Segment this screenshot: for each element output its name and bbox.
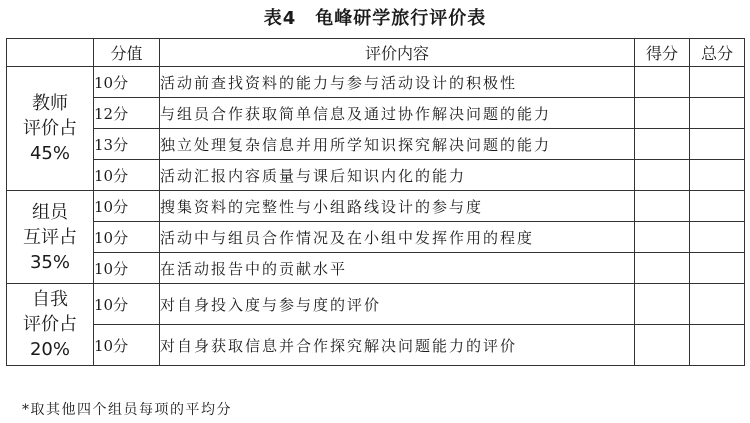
group-line: 组员 <box>32 201 68 223</box>
points-cell[interactable] <box>635 67 690 98</box>
group-line: 互评占 <box>23 226 77 248</box>
total-cell[interactable] <box>690 67 745 98</box>
total-cell[interactable] <box>690 191 745 222</box>
group-label-self <box>7 284 94 366</box>
content-cell: 对自身投入度与参与度的评价 <box>160 284 635 325</box>
content-cell: 活动前查找资料的能力与参与活动设计的积极性 <box>160 67 635 98</box>
points-cell[interactable] <box>635 325 690 366</box>
table-title: 表4 龟峰研学旅行评价表 <box>263 8 487 29</box>
group-line: 20% <box>29 339 70 360</box>
score-cell: 10分 <box>94 191 160 222</box>
score-cell: 10分 <box>94 222 160 253</box>
points-cell[interactable] <box>635 222 690 253</box>
footnote: *取其他四个组员每项的平均分 <box>22 402 232 418</box>
total-cell[interactable] <box>690 284 745 325</box>
header-group <box>7 39 94 67</box>
score-cell: 10分 <box>94 325 160 366</box>
content-cell: 活动汇报内容质量与课后知识内化的能力 <box>160 160 635 191</box>
points-cell[interactable] <box>635 160 690 191</box>
total-cell[interactable] <box>690 325 745 366</box>
total-cell[interactable] <box>690 222 745 253</box>
points-cell[interactable] <box>635 98 690 129</box>
score-cell: 13分 <box>94 129 160 160</box>
content-cell: 在活动报告中的贡献水平 <box>160 253 635 284</box>
header-row <box>7 39 745 67</box>
score-cell: 10分 <box>94 67 160 98</box>
score-cell: 10分 <box>94 284 160 325</box>
total-cell[interactable] <box>690 160 745 191</box>
content-cell: 对自身获取信息并合作探究解决问题能力的评价 <box>160 325 635 366</box>
group-line: 评价占 <box>23 314 77 335</box>
points-cell[interactable] <box>635 253 690 284</box>
total-cell[interactable] <box>690 253 745 284</box>
table-row <box>7 325 745 366</box>
table-row <box>7 98 745 129</box>
group-line: 35% <box>29 251 70 273</box>
group-line: 评价占 <box>23 118 77 139</box>
group-label-peer <box>7 191 94 284</box>
group-line: 自我 <box>32 289 68 310</box>
points-cell[interactable] <box>635 284 690 325</box>
points-cell[interactable] <box>635 129 690 160</box>
content-cell: 搜集资料的完整性与小组路线设计的参与度 <box>160 191 635 222</box>
table-row <box>7 253 745 284</box>
table-row <box>7 222 745 253</box>
score-cell: 12分 <box>94 98 160 129</box>
table-row <box>7 191 745 222</box>
group-label-teacher <box>7 67 94 191</box>
header-total: 总分 <box>690 39 745 67</box>
table-row <box>7 67 745 98</box>
points-cell[interactable] <box>635 191 690 222</box>
table-row <box>7 284 745 325</box>
score-cell: 10分 <box>94 160 160 191</box>
table-row <box>7 160 745 191</box>
content-cell: 活动中与组员合作情况及在小组中发挥作用的程度 <box>160 222 635 253</box>
total-cell[interactable] <box>690 98 745 129</box>
total-cell[interactable] <box>690 129 745 160</box>
header-score: 分值 <box>94 39 160 67</box>
content-cell: 与组员合作获取简单信息及通过协作解决问题的能力 <box>160 98 635 129</box>
header-content: 评价内容 <box>160 39 635 67</box>
content-cell: 独立处理复杂信息并用所学知识探究解决问题的能力 <box>160 129 635 160</box>
table-row <box>7 129 745 160</box>
group-line: 教师 <box>32 93 68 114</box>
evaluation-table <box>6 38 745 366</box>
score-cell: 10分 <box>94 253 160 284</box>
header-points: 得分 <box>635 39 690 67</box>
group-line: 45% <box>29 143 70 164</box>
